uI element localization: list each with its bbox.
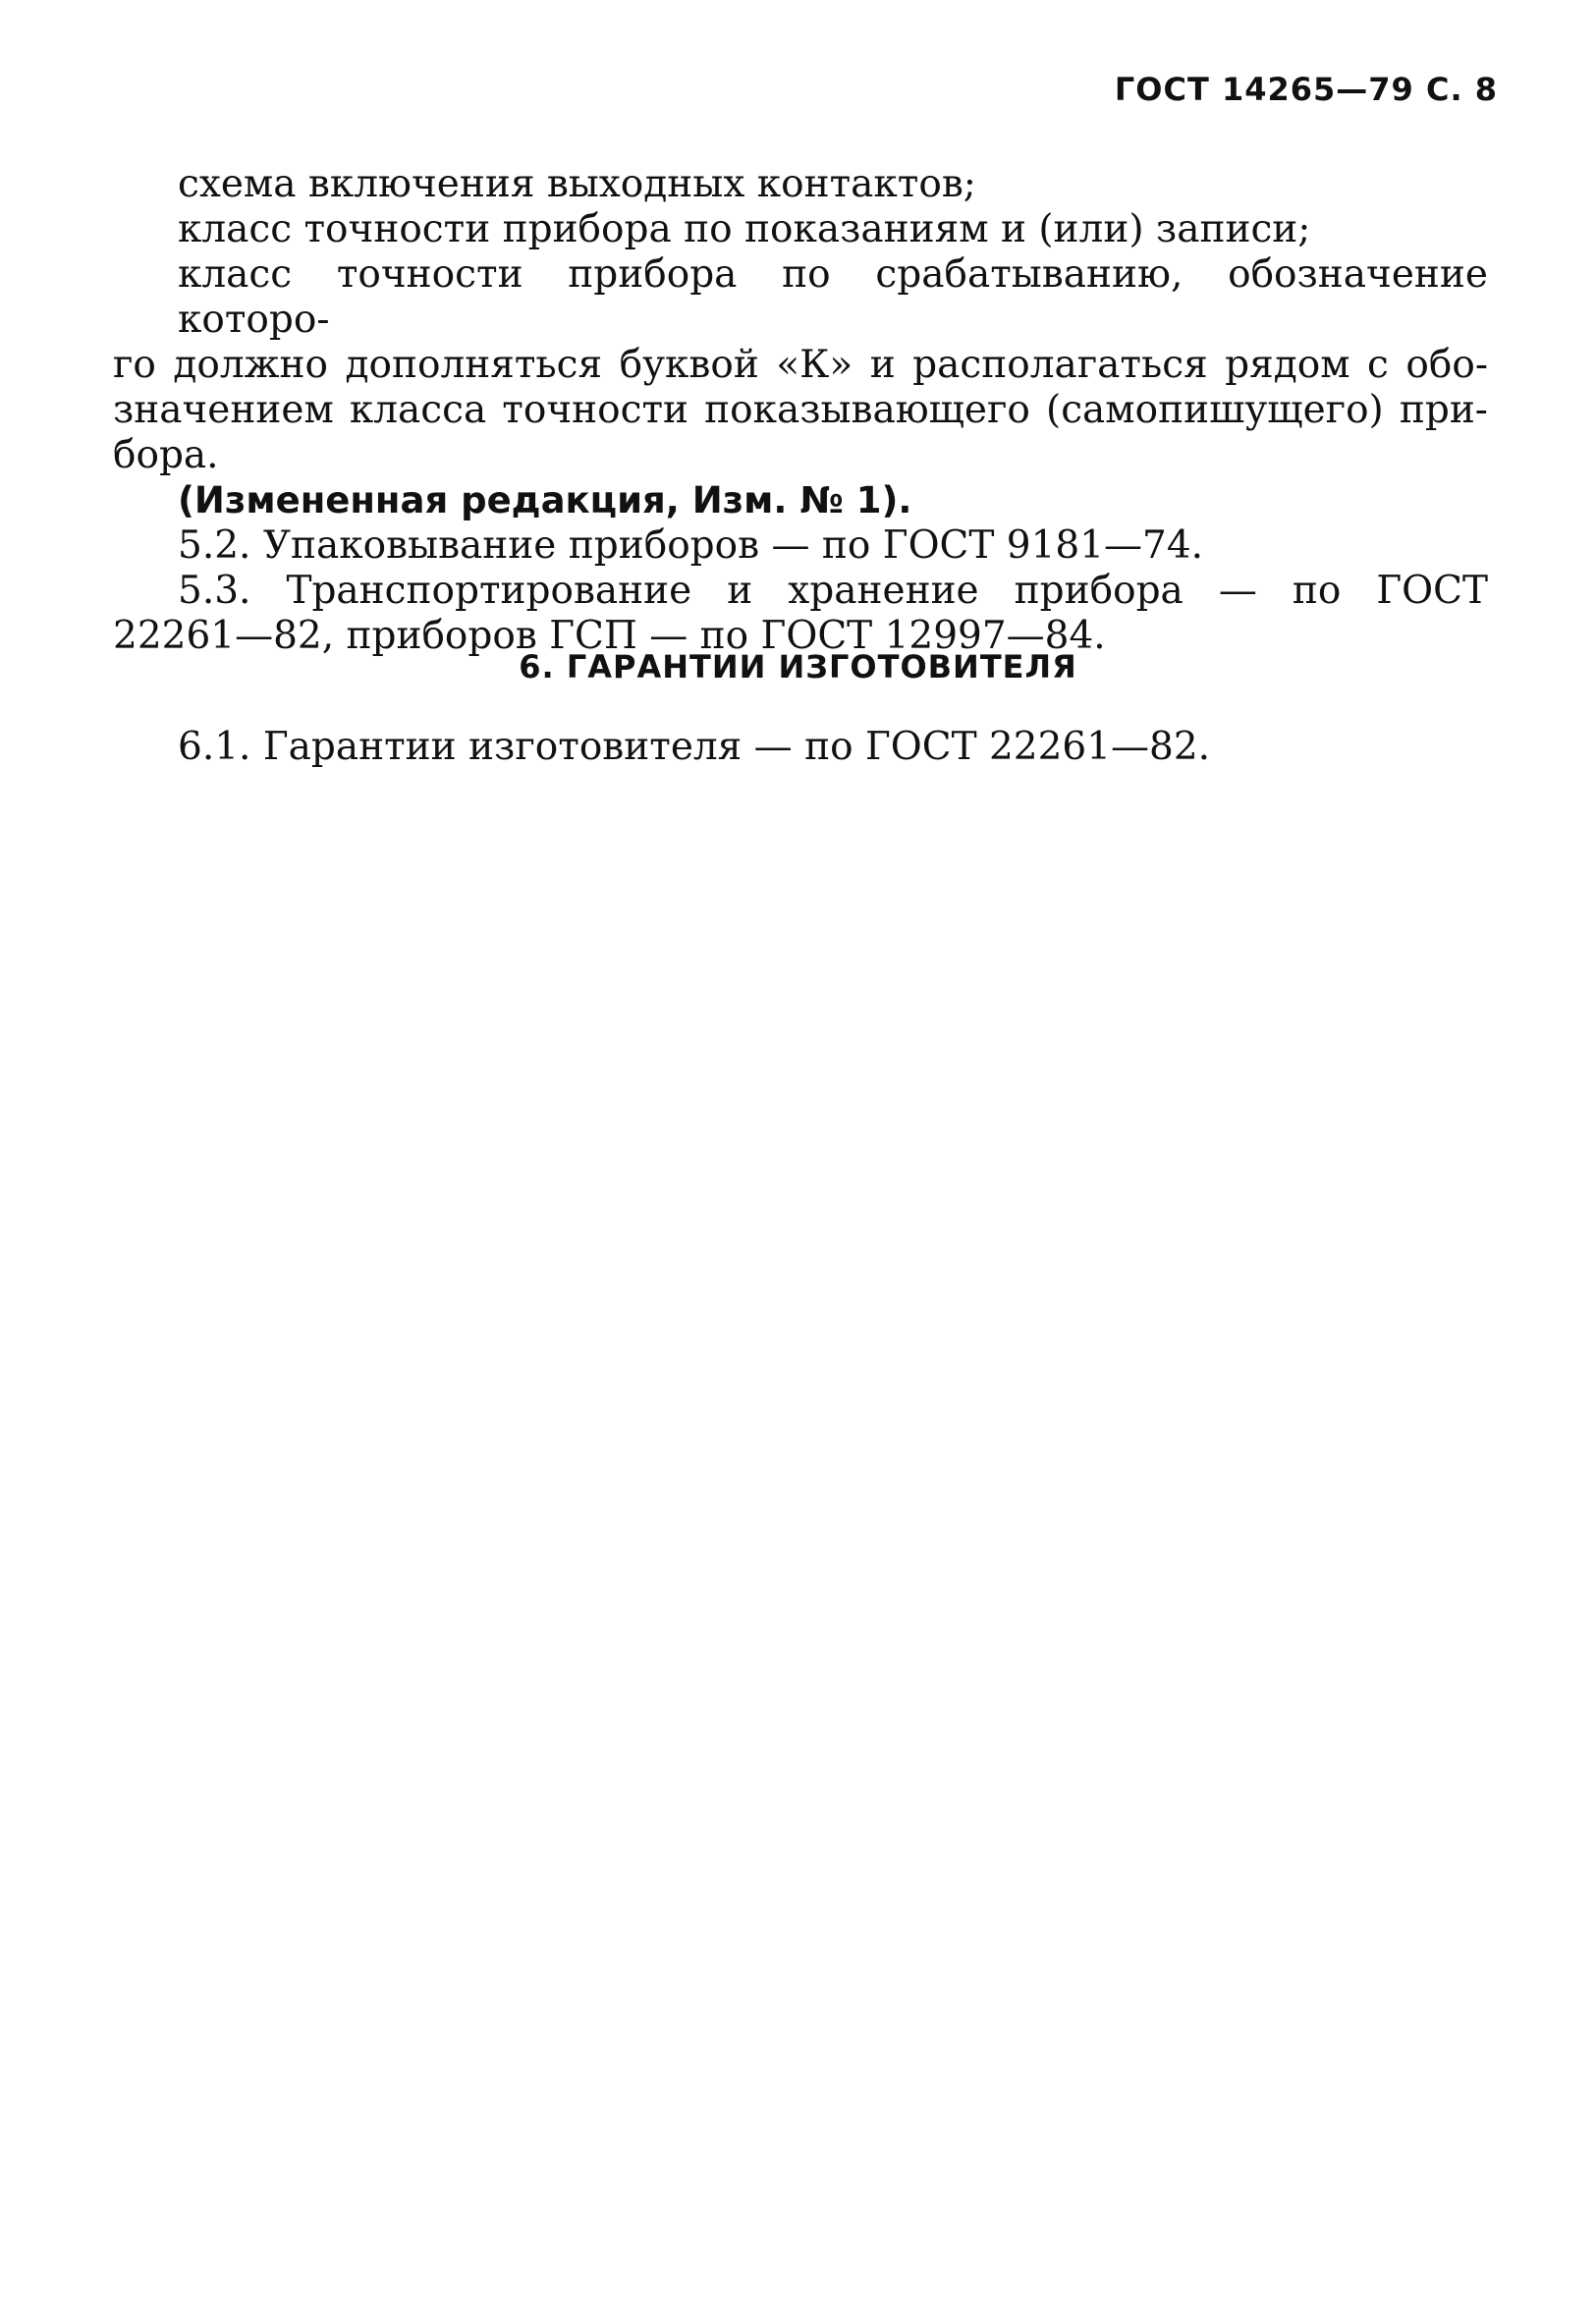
amendment-note: (Измененная редакция, Изм. № 1). xyxy=(178,479,912,521)
text-line: значением класса точности показывающего (самопишущего) при- xyxy=(113,388,1488,432)
text-line: бора. xyxy=(113,433,219,477)
text-line: схема включения выходных контактов; xyxy=(178,162,976,206)
clause-5-2: 5.2. Упаковывание приборов — по ГОСТ 9181—74. xyxy=(178,523,1204,568)
clause-5-3: 5.3. Транспортирование и хранение прибора — по ГОСТ xyxy=(178,569,1488,613)
clause-6-1: 6.1. Гарантии изготовителя — по ГОСТ 22261—82. xyxy=(178,725,1211,769)
text-line: го должно дополняться буквой «К» и располагаться рядом с обо- xyxy=(113,343,1488,387)
page-header: ГОСТ 14265—79 С. 8 xyxy=(1114,71,1498,108)
text-line: класс точности прибора по срабатыванию, обозначение которо- xyxy=(178,252,1488,342)
clause-5-3-continued: 22261—82, приборов ГСП — по ГОСТ 12997—84. xyxy=(113,614,1106,658)
section-5-text xyxy=(113,162,1488,659)
section-6-title: 6. ГАРАНТИИ ИЗГОТОВИТЕЛЯ xyxy=(519,648,1077,685)
text-line: класс точности прибора по показаниям и (или) записи; xyxy=(178,207,1311,251)
